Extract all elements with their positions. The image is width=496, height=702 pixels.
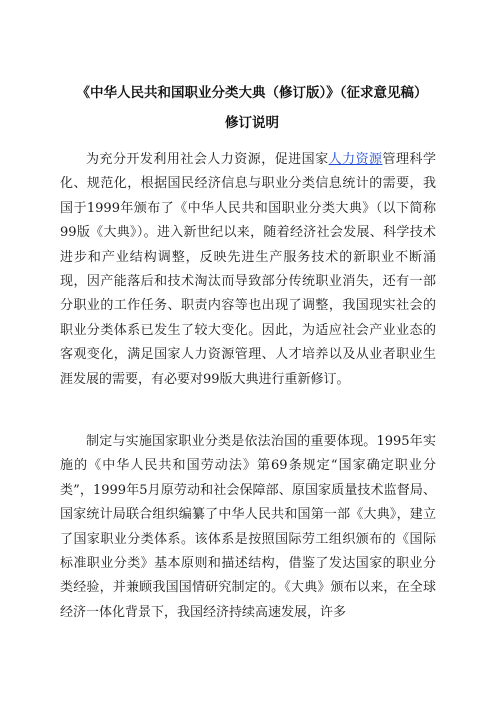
paragraph-1-text-after-link: 管理科学化、规范化，根据国民经济信息与职业分类信息统计的需要，我国于1999年颁布了《中华人民共和国职业分类大典》（以下简称99版《大典》）。进入新世纪以来，随着经济社会发展、科学技术进步和产业结构调整，反映先进生产服务技术的新职业不断涌现，因产能落后和技术淘汰而导致部分传统职业消失，还有一部分职业的工作任务、职责内容等也出现了调整，我国现实社会的职业分类体系已发生了较大变化。因此，为适应社会产业业态的客观变化，满足国家人力资源管理、人才培养以及从业者职业生涯发展的需要，有必要对99版大典进行重新修订。 (60, 152, 436, 387)
paragraph-2: 制定与实施国家职业分类是依法治国的重要体现。1995年实施的《中华人民共和国劳动法》第69条规定“国家确定职业分类”，1999年5月原劳动和社会保障部、原国家质量技术监督局、国家统计局联合组织编纂了中华人民共和国第一部《大典》，建立了国家职业分类体系。该体系是按照国际劳工组织颁布的《国际标准职业分类》基本原则和描述结构，借鉴了发达国家的职业分类经验，并兼顾我国国情研究制定的。《大典》颁布以来，在全球经济一体化背景下，我国经济持续高速发展，许多 (60, 434, 436, 620)
document-title: 《中华人民共和国职业分类大典（修订版）》（征求意见稿）修订说明 (76, 85, 428, 131)
paragraph-1-text-before-link: 为充分开发利用社会人力资源，促进国家 (86, 152, 329, 167)
paragraph-1 (60, 148, 436, 392)
human-resources-link[interactable]: 人力资源 (328, 152, 383, 167)
